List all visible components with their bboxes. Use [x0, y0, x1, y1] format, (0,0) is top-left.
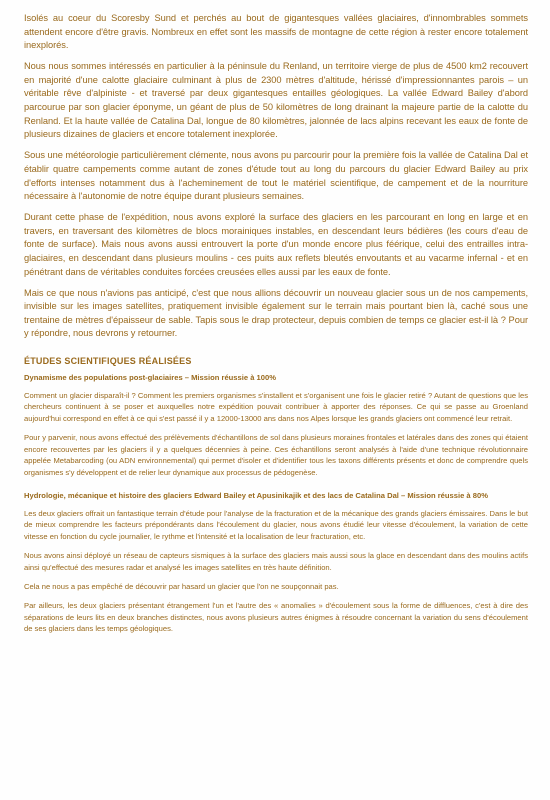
intro-paragraph: Sous une météorologie particulièrement clémente, nous avons pu parcourir pour la première fois la vallée de Catalina Dal et établir quatre campements comme autant de zones d'étude tout au long du parcours du glacier Edward Bailey au prix d'efforts intenses notamment dus à l'acheminement de tout le matériel scientifique, de campement et de la nourriture nécessaire à l'autonomie de notre équipe durant plusieurs semaines. [24, 150, 528, 202]
study-title: Hydrologie, mécanique et histoire des glaciers Edward Bailey et Apusinikajik et des lacs de Catalina Dal – Mission réussie à 80% [24, 490, 488, 500]
intro-paragraph: Durant cette phase de l'expédition, nous avons exploré la surface des glaciers en les parcourant en long en large et en travers, en traversant des kilomètres de blocs morainiques instables, en descendant leurs bédières (les cours d'eau de fonte de surface). Mais nous avons aussi entrouvert la porte d'un monde encore plus féérique, celui des entrailles intra-glaciaires, en descendant dans plusieurs moulins - ces puits aux reflets bleutés envoutants et au vacarme infernal - et en pénétrant dans de véritables conduites forcées creusées elles aussi par les eaux de fonte. [24, 212, 528, 277]
study-paragraph: Cela ne nous a pas empêché de découvrir par hasard un glacier que l'on ne soupçonnait pas. [24, 581, 339, 591]
scientific-studies-section [24, 356, 528, 635]
intro-paragraph: Isolés au coeur du Scoresby Sund et perchés au bout de gigantesques vallées glaciaires, d'innombrables sommets attendent encore d'être gravis. Nombreux en effet sont les massifs de montagne de cette région à rester encore totalement inexplorés. [24, 13, 528, 51]
study-title: Dynamisme des populations post-glaciaires – Mission réussie à 100% [24, 373, 276, 383]
study-paragraph: Par ailleurs, les deux glaciers présentant étrangement l'un et l'autre des « anomalies » d'écoulement sous la forme de diffluences, c'est à dire des séparations de leurs lits en deux branches distinctes, nous avons plusieurs autres énigmes à résoudre concernant la variation du sens d'écoulement de ses glaciers dans les temps géologiques. [24, 601, 528, 634]
study-paragraph: Nous avons ainsi déployé un réseau de capteurs sismiques à la surface des glaciers mais aussi sous la glace en descendant dans des moulins actifs ainsi qu'effectué des mesures radar et analysé les images satellites en très haute définition. [24, 551, 528, 572]
section-title: ÉTUDES SCIENTIFIQUES RÉALISÉES [24, 356, 192, 367]
intro-paragraph: Mais ce que nous n'avions pas anticipé, c'est que nous allions découvrir un nouveau glacier sous un de nos campements, invisible sur les images satellites, pratiquement invisible également sur le terrain mais pourtant bien là, caché sous une trentaine de mètres d'épaisseur de sable. Tapis sous le drap protecteur, depuis combien de temps ce glacier est-il là ? Pour y répondre, nous devrons y retourner. [24, 287, 528, 339]
study-paragraph: Les deux glaciers offrait un fantastique terrain d'étude pour l'analyse de la fracturation et de la mécanique des grands glaciers émissaires. Dans le but de mieux comprendre les facteurs prépondérants dans l'écoulement du glacier, nous avons étudié leur vitesse d'écoulement, la variation de cette vitesse en fonction du cycle journalier, le rythme et l'intensité et la localisation de leur fracturation, etc. [24, 508, 528, 541]
study-paragraph: Comment un glacier disparaît-il ? Comment les premiers organismes s'installent et s'organisent une fois le glacier retiré ? Autant de questions que les chercheurs continuent à se poser et auxquelles notre expédition pouvait contribuer à apporter des réponses. Ce qui se passe au Groenland aujourd'hui correspond en effet à ce qui s'est passé il y a 12000-13000 ans dans nos Alpes lorsque les grands glaciers ont commencé leur retrait. [24, 391, 528, 423]
intro-section [24, 12, 528, 341]
study-paragraph: Pour y parvenir, nous avons effectué des prélèvements d'échantillons de sol dans plusieurs moraines frontales et latérales dans des zones qui étaient encore recouvertes par les glaciers il y a quelques décennies à peine. Ces échantillons seront analysés à l'aide d'une technique révolutionnaire appelée Metabarcoding (ou ADN environnemental) qui permet d'isoler et d'identifier tous les taxons différents présents et donc de comprendre quels organismes s'y développent et de relier leur dynamique aux processus de pédogenèse. [24, 433, 528, 477]
intro-paragraph: Nous nous sommes intéressés en particulier à la péninsule du Renland, un territoire vierge de plus de 4500 km2 recouvert en majorité d'une calotte glaciaire culminant à plus de 2300 mètres d'altitude, hérissé d'impressionnantes parois – un véritable rêve d'alpiniste - et traversé par deux gigantesques entailles géologiques. La vallée Edward Bailey d'abord parcourue par son glacier éponyme, un géant de plus de 50 kilomètres de long drainant la majeure partie de la calotte du Renland. Et la haute vallée de Catalina Dal, longue de 80 kilomètres, jalonnée de lacs alpins recevant les eaux de fonte de plusieurs dizaines de glaciers et encore totalement inexplorée. [24, 61, 528, 140]
